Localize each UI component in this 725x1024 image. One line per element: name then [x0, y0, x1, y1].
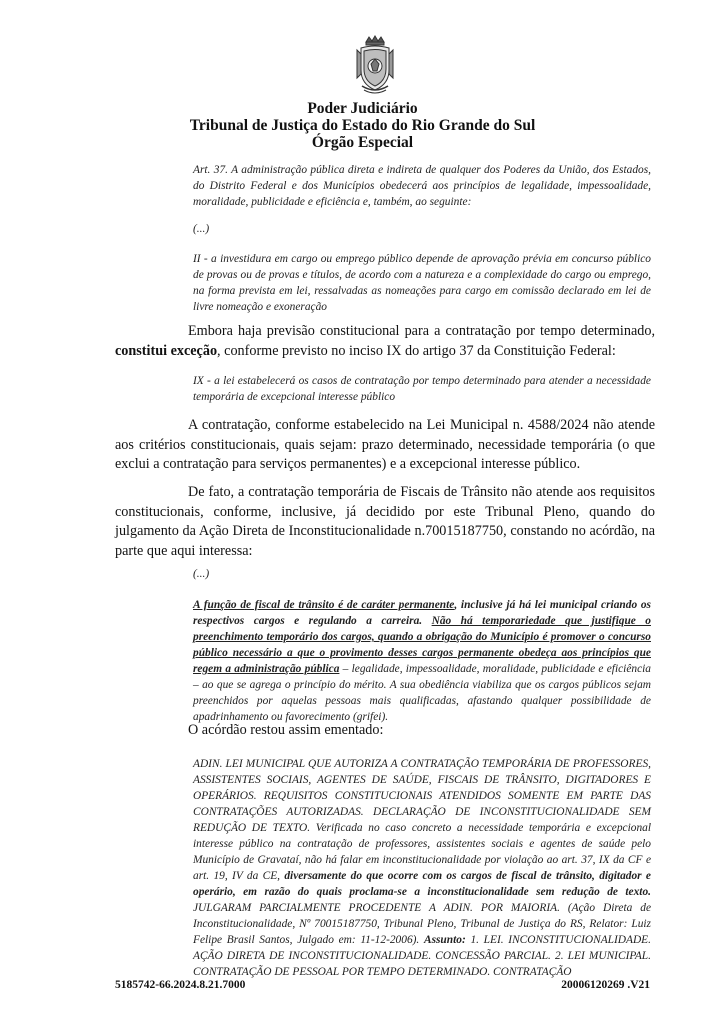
footer-document-code: 20006120269 .V21: [561, 979, 650, 991]
footer-process-number: 5185742-66.2024.8.21.7000: [115, 979, 246, 991]
quote-ementa: ADIN. LEI MUNICIPAL QUE AUTORIZA A CONTRATAÇÃO TEMPORÁRIA DE PROFESSORES, ASSISTENTES SOCIAIS, AGENTES DE SAÚDE, FISCAIS DE TRÂNSITO, DIGITADORES E OPERÁRIOS. REQUISITOS CONSTITUCIONAIS ATENDIDOS SOMENTE EM PARTE DAS CONTRATAÇÕES AUTORIZADAS. DECLARAÇÃO DE INCONSTITUCIONALIDADE SEM REDUÇÃO DE TEXTO. Verificada no caso concreto a necessidade temporária e excepcional interesse público na contratação de professores, assistentes sociais e agentes de saúde pelo Município de Gravataí, não há falar em inconstitucionalidade por violação ao art. 37, IX da CF e art. 19, IV da CE, diversamente do que ocorre com os cargos de fiscal de trânsito, digitador e operário, em razão do quais proclama-se a inconstitucionalidade sem redução de texto. JULGARAM PARCIALMENTE PROCEDENTE A ADIN. POR MAIORIA. (Ação Direta de Inconstitucionalidade, Nº 70015187750, Tribunal Pleno, Tribunal de Justiça do RS, Relator: Luiz Felipe Brasil Santos, Julgado em: 11-12-2006). Assunto: 1. LEI. INCONSTITUCIONALIDADE. AÇÃO DIRETA DE INCONSTITUCIONALIDADE. CONCESSÃO PARCIAL. 2. LEI MUNICIPAL. CONTRATAÇÃO DE PESSOAL POR TEMPO DETERMINADO. CONTRATAÇÃO: [193, 758, 651, 978]
quote-acordao-excerpt: A função de fiscal de trânsito é de caráter permanente, inclusive já há lei municipal criando os respectivos cargos e regulando a carreira. Não há temporariedade que justifique o preenchimento temporário dos cargos, quando a obrigação do Município é promover o concurso público necessário a que o provimento desses cargos permanente obedeça aos princípios que regem a administração pública – legalidade, impessoalidade, moralidade, publicidade e eficiência – ao que se agrega o princípio do mérito. A sua obediência viabiliza que os cargos públicos sejam preenchidos por aquelas pessoas mais qualificadas, afastando qualquer possibilidade de apadrinhamento ou favorecimento (grifei).: [193, 599, 651, 723]
underlined-no-temporariness: Não há temporariedade que justifique o preenchimento temporário dos cargos, quando a obrigação do Município é promover o concurso público necessário a que o provimento desses cargos permanente obedeça aos princípios que regem a administração pública: [193, 615, 651, 675]
ementa-emphasis: diversamente do que ocorre com os cargos de fiscal de trânsito, digitador e operário, em razão do quais proclama-se a inconstitucionalidade sem redução de texto.: [193, 870, 651, 898]
quote-ellipsis-1: (...): [193, 223, 210, 235]
ementa-subject-label: Assunto:: [423, 934, 466, 946]
header-court-branch: Poder Judiciário: [307, 100, 418, 117]
coat-of-arms-emblem: [354, 34, 396, 96]
header-court-name: Tribunal de Justiça do Estado do Rio Grande do Sul: [189, 117, 536, 134]
underlined-permanent-function: A função de fiscal de trânsito é de caráter permanente: [193, 599, 455, 611]
paragraph-ementa-intro: O acórdão restou assim ementado:: [188, 722, 384, 738]
quote-ellipsis-2: (...): [193, 568, 210, 580]
paragraph-municipal-law: A contratação, conforme estabelecido na Lei Municipal n. 4588/2024 não atende aos critérios constitucionais, quais sejam: prazo determinado, necessidade temporária (o que exclui a contratação para serviços permanentes) e a excepcional interesse público.: [115, 417, 655, 472]
paragraph-traffic-inspectors: De fato, a contratação temporária de Fiscais de Trânsito não atende aos requisitos constitucionais, conforme, inclusive, já decidido por este Tribunal Pleno, quando do julgamento da Ação Direta de Inconstitucionalidade n.70015187750, constando no acórdão, na parte que aqui interessa:: [115, 484, 655, 559]
quote-inciso-ii: II - a investidura em cargo ou emprego público depende de aprovação prévia em concurso público de provas ou de provas e títulos, de acordo com a natureza e a complexidade do cargo ou emprego, na forma prevista em lei, ressalvadas as nomeações para cargo em comissão declarado em lei de livre nomeação e exoneração: [193, 253, 651, 313]
header-court-section: Órgão Especial: [311, 134, 414, 151]
quote-inciso-ix: IX - a lei estabelecerá os casos de contratação por tempo determinado para atender a necessidade temporária de excepcional interesse público: [193, 375, 651, 403]
paragraph-constitutional-exception: Embora haja previsão constitucional para a contratação por tempo determinado, constitui exceção, conforme previsto no inciso IX do artigo 37 da Constituição Federal:: [115, 323, 655, 359]
emphasis-exception: constitui exceção: [115, 342, 218, 359]
quote-art37: Art. 37. A administração pública direta e indireta de qualquer dos Poderes da União, dos Estados, do Distrito Federal e dos Municípios obedecerá aos princípios de legalidade, impessoalidade, moralidade, publicidade e eficiência e, também, ao seguinte:: [193, 164, 651, 208]
